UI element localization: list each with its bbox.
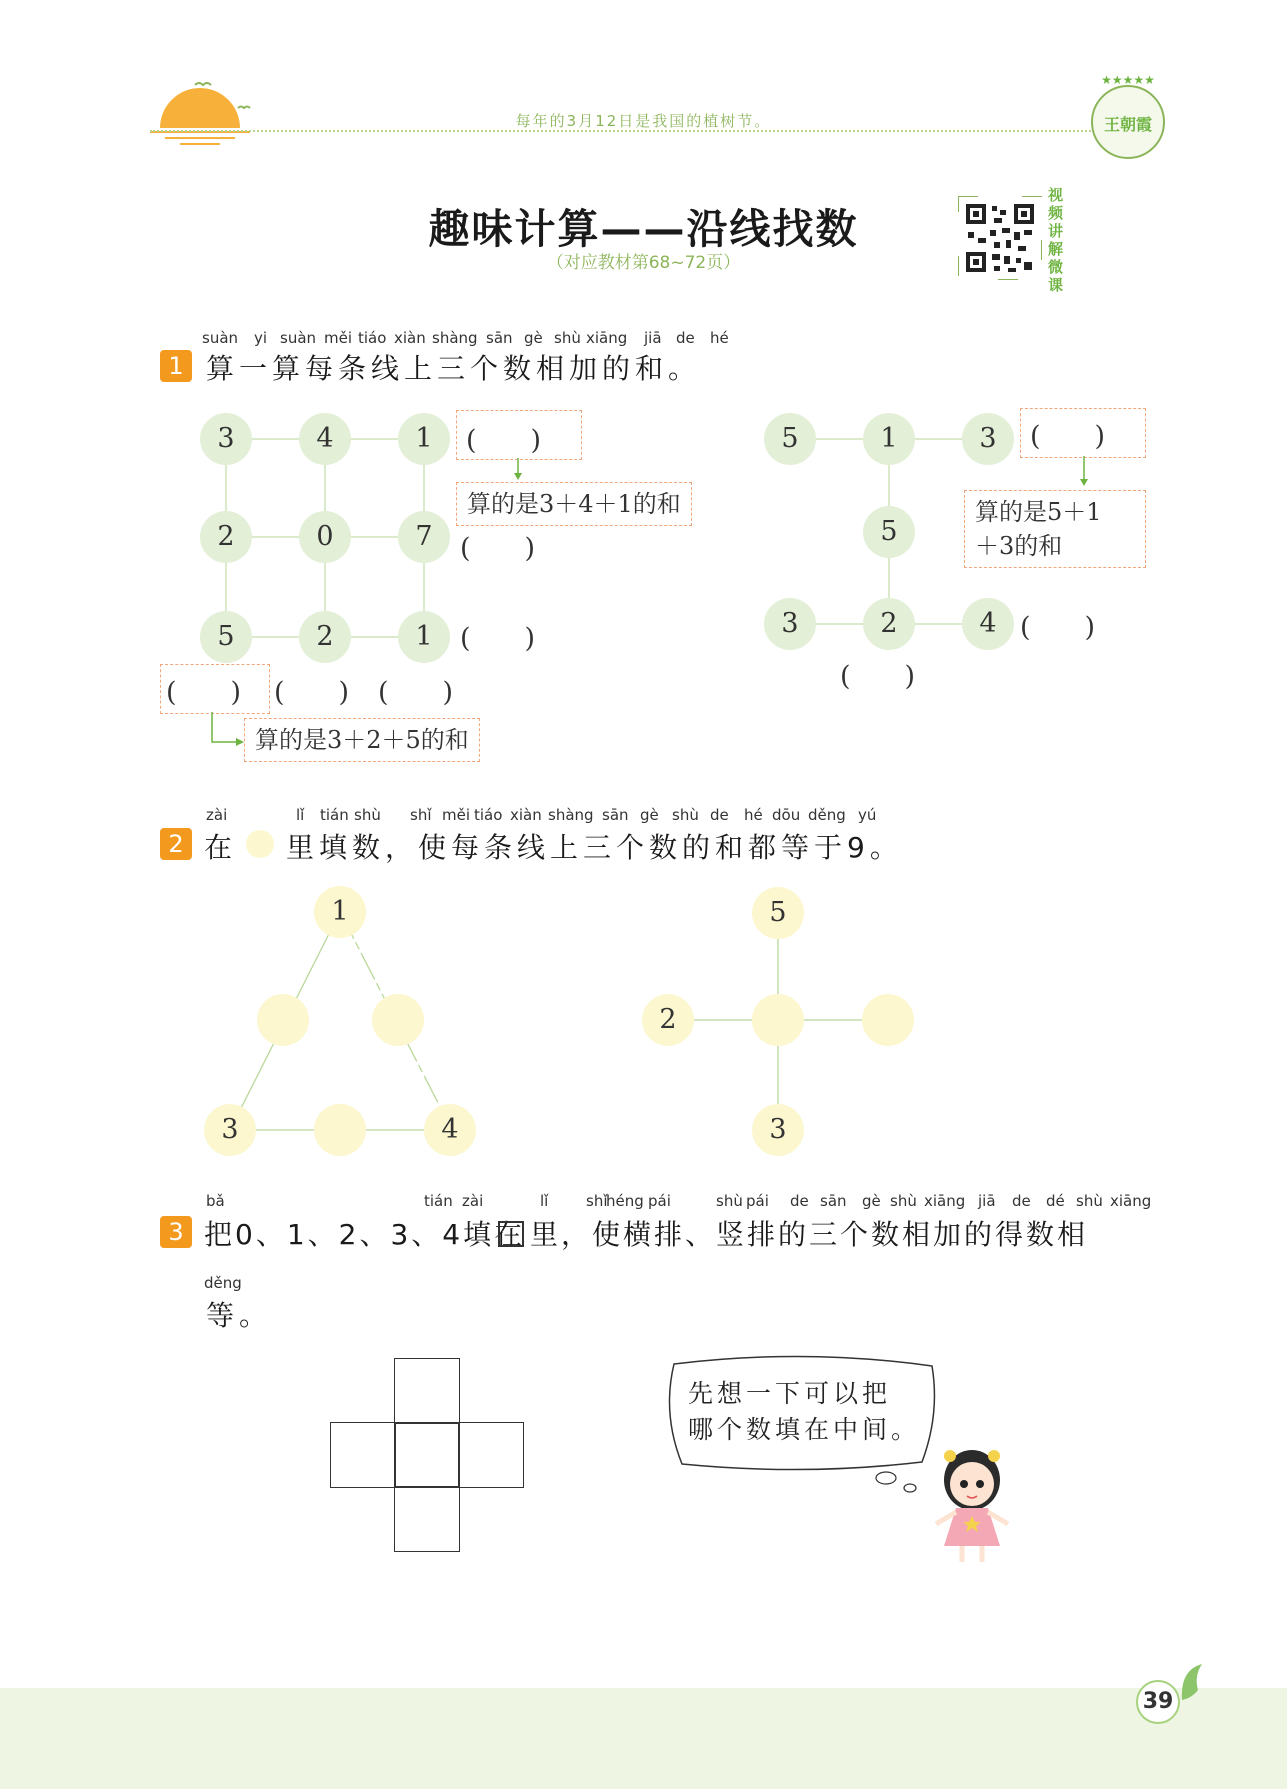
cross-circle: 4 [962,598,1014,650]
pinyin: xiàn [510,806,542,824]
triangle-blank-circle[interactable] [372,994,424,1046]
hint-line: 算的是5＋1 [975,498,1102,526]
pinyin: sān [820,1192,847,1210]
q3-pinyin [206,1192,1166,1212]
pinyin: hé [744,806,763,824]
question-text: 里填数，使每条线上三个数的和都等于9。 [286,831,903,864]
triangle-blank-circle[interactable] [314,1104,366,1156]
question-number: 3 [160,1216,192,1248]
pinyin: shù [716,1192,743,1210]
cross-circle: 3 [962,413,1014,465]
blank-square-icon [498,1221,524,1247]
hint-box: 算的是3＋2＋5的和 [244,718,480,762]
pinyin: shàng [548,806,594,824]
cross-circle: 5 [764,413,816,465]
video-lesson-label: 视频讲解微课 [1048,186,1064,294]
pinyin: děng [808,806,846,824]
page-title: 趣味计算——沿线找数 [428,205,859,253]
pinyin: de [676,329,695,347]
question-text: 算一算每条线上三个数相加的和。 [206,352,702,385]
answer-blank[interactable]: ( ) [378,677,454,708]
pinyin: tián [320,806,349,824]
page-subtitle: （对应教材第68~72页） [546,253,741,273]
pinyin: yú [858,806,877,824]
pinyin: xiāng [1110,1192,1152,1210]
qr-code-icon[interactable] [958,196,1042,280]
bubble-text [688,1376,920,1448]
pinyin: suàn [202,329,239,347]
pinyin: pái [648,1192,671,1210]
answer-square-right[interactable] [458,1422,524,1488]
question-text: 在 [204,831,238,864]
pinyin: shù [354,806,381,824]
cross-circle: 1 [863,413,915,465]
pinyin: héng [606,1192,644,1210]
grid-circle: 3 [200,413,252,465]
brand-logo [1088,74,1168,164]
cross-circle: 2 [863,598,915,650]
pinyin: měi [442,806,471,824]
cross-circle: 3 [764,598,816,650]
arrow-right-icon [206,712,246,748]
pinyin: lǐ [540,1192,549,1210]
pinyin: jiā [644,329,662,347]
pinyin: hé [710,329,729,347]
pinyin: shù [554,329,581,347]
answer-square-left[interactable] [330,1422,396,1488]
pinyin: sān [486,329,513,347]
pinyin: tiáo [474,806,503,824]
grid-circle: 2 [299,611,351,663]
question-text: 等。 [206,1299,273,1332]
hint-box [964,490,1146,568]
footer-band [0,1688,1287,1789]
page-number: 39 [1136,1680,1180,1724]
answer-blank[interactable]: ( ) [460,533,536,564]
question-text: 把0、1、2、3、4填在 [204,1218,526,1251]
pinyin: shǐ [410,806,432,824]
pinyin: shù [672,806,699,824]
pinyin: de [1012,1192,1031,1210]
arrow-down-icon [1078,456,1090,488]
hint-box: 算的是3＋4＋1的和 [456,482,692,526]
answer-square-top[interactable] [394,1358,460,1424]
pinyin: gè [862,1192,881,1210]
pinyin: shàng [432,329,478,347]
pinyin: tián [424,1192,453,1210]
girl-illustration [922,1440,1022,1570]
pinyin: sān [602,806,629,824]
pinyin: dé [1046,1192,1065,1210]
cross-blank-circle[interactable] [862,994,914,1046]
answer-square-center[interactable] [394,1422,460,1488]
cross-circle: 2 [642,994,694,1046]
logo-text: 王朝霞 [1103,115,1153,134]
pinyin: zài [462,1192,484,1210]
pinyin: lǐ [296,806,305,824]
answer-blank[interactable]: ( ) [466,425,542,456]
grid-circle: 2 [200,511,252,563]
pinyin: měi [324,329,353,347]
bubble-line: 先想一下可以把 [688,1379,892,1408]
blank-circle-icon [246,830,274,858]
arrow-down-icon [512,458,524,482]
pinyin: dōu [772,806,801,824]
cross-circle: 5 [752,887,804,939]
pinyin: gè [524,329,543,347]
answer-square-bottom[interactable] [394,1486,460,1552]
triangle-blank-circle[interactable] [257,994,309,1046]
triangle-circle: 1 [314,886,366,938]
pinyin: suàn [280,329,317,347]
pinyin: yi [254,329,268,347]
header-note: 每年的3月12日是我国的植树节。 [515,112,772,130]
dolphin-icon [1176,1660,1210,1710]
answer-blank[interactable]: ( ) [166,677,242,708]
pinyin: shǐ [586,1192,608,1210]
answer-blank[interactable]: ( ) [840,661,916,692]
answer-blank[interactable]: ( ) [1030,421,1106,452]
svg-text:★★★★★: ★★★★★ [1101,74,1155,87]
pinyin: shù [1076,1192,1103,1210]
grid-circle: 1 [398,413,450,465]
grid-circle: 1 [398,611,450,663]
question-text: 里，使横排、竖排的三个数相加的得数相 [530,1218,1089,1251]
cross-circle: 5 [863,506,915,558]
cross-blank-circle[interactable] [752,994,804,1046]
hint-line: ＋3的和 [975,532,1063,560]
answer-blank[interactable]: ( ) [274,677,350,708]
grid-circle: 7 [398,511,450,563]
pinyin: de [710,806,729,824]
q1-pinyin [202,329,762,349]
pinyin: pái [746,1192,769,1210]
grid-circle: 0 [299,511,351,563]
grid-circle: 4 [299,413,351,465]
pinyin: xiāng [924,1192,966,1210]
q2-pinyin [206,806,906,826]
pinyin: shù [890,1192,917,1210]
bubble-line: 哪个数填在中间。 [688,1415,921,1444]
question-number: 1 [160,350,192,382]
answer-blank[interactable]: ( ) [1020,612,1096,643]
pinyin: de [790,1192,809,1210]
grid-circle: 5 [200,611,252,663]
pinyin: zài [206,806,228,824]
question-number: 2 [160,828,192,860]
answer-blank[interactable]: ( ) [460,623,536,654]
pinyin: jiā [978,1192,996,1210]
pinyin: xiàn [394,329,426,347]
pinyin: gè [640,806,659,824]
pinyin: tiáo [358,329,387,347]
pinyin: bǎ [206,1192,225,1210]
cross-circle: 3 [752,1104,804,1156]
triangle-circle: 3 [204,1104,256,1156]
pinyin: xiāng [586,329,628,347]
pinyin: děng [204,1274,242,1292]
triangle-circle: 4 [424,1104,476,1156]
